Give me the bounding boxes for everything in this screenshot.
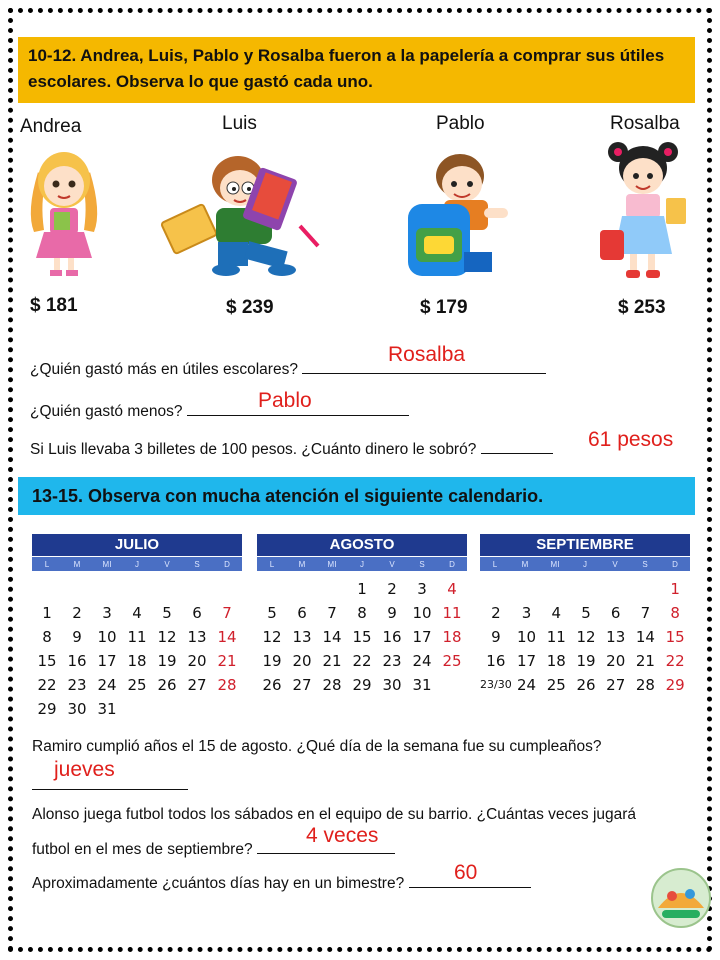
calendar-day: 20: [187, 652, 207, 670]
calendar-day: 12: [576, 628, 596, 646]
answer-change: 61 pesos: [588, 428, 674, 451]
kid-price-pablo: $ 179: [420, 297, 468, 318]
calendar-day: 1: [357, 580, 367, 598]
calendar-day: 21: [217, 652, 237, 670]
calendar-day: 15: [665, 628, 685, 646]
calendar-day: 3: [417, 580, 427, 598]
kid-price-luis: $ 239: [226, 297, 274, 318]
calendar-day: 19: [157, 652, 177, 670]
calendar-day: 5: [162, 604, 172, 622]
calendar-day: 22: [37, 676, 57, 694]
answer-most-spent: Rosalba: [388, 343, 466, 366]
calendar-julio: [32, 534, 242, 721]
calendar-month-title: JULIO: [32, 534, 242, 556]
calendar-day: 12: [157, 628, 177, 646]
weekday-label: D: [672, 560, 678, 569]
calendar-day: 3: [521, 604, 532, 622]
luis-illustration: [160, 142, 330, 282]
calendar-day: 14: [635, 628, 655, 646]
weekday-label: L: [492, 560, 498, 569]
calendar-day: 23/30: [480, 678, 512, 691]
calendar-day: 30: [67, 700, 87, 718]
section-1-title: 10-12. Andrea, Luis, Pablo y Rosalba fueron a la papelería a comprar sus útiles escolares. Observa lo que gastó cada uno.: [18, 37, 695, 103]
calendar-day: 26: [576, 676, 596, 694]
calendar-day: 15: [352, 628, 372, 646]
calendar-day: 20: [606, 652, 626, 670]
calendar-day: 7: [222, 604, 232, 622]
calendar-day: 1: [670, 580, 680, 598]
kid-name-pablo: Pablo: [436, 113, 485, 134]
calendar-day-grid: [32, 577, 242, 721]
question-change-text: Si Luis llevaba 3 billetes de 100 pesos. ¿Cuánto dinero le sobró?: [30, 441, 477, 458]
weekday-label: J: [135, 560, 139, 569]
kid-name-rosalba: Rosalba: [610, 113, 680, 134]
calendar-day: 18: [546, 652, 566, 670]
calendar-day: 11: [546, 628, 566, 646]
calendar-day: 19: [576, 652, 596, 670]
calendar-agosto: [257, 534, 467, 697]
question-bimester-text: Aproximadamente ¿cuántos días hay en un bimestre?: [32, 875, 405, 892]
rosalba-illustration: [596, 138, 696, 284]
calendar-weekday-row: [257, 556, 467, 571]
calendar-day: 18: [127, 652, 147, 670]
calendar-day: 27: [606, 676, 626, 694]
calendar-septiembre: [480, 534, 690, 697]
calendar-day: [122, 577, 152, 601]
calendar-day: 29: [352, 676, 372, 694]
calendar-day: 17: [97, 652, 117, 670]
calendar-day: 22: [665, 652, 685, 670]
calendar-day: [182, 577, 212, 601]
calendar-day: [92, 577, 122, 601]
question-birthday: Ramiro cumplió años el 15 de agosto. ¿Qué día de la semana fue su cumpleaños?: [32, 738, 602, 755]
calendar-day: [571, 577, 601, 601]
calendar-day: 13: [292, 628, 312, 646]
calendar-day: 28: [322, 676, 342, 694]
calendar-day: 17: [517, 652, 537, 670]
calendar-month-title: SEPTIEMBRE: [480, 534, 690, 556]
kid-price-andrea: $ 181: [30, 295, 78, 316]
logo-badge-icon: [648, 868, 714, 928]
weekday-label: V: [389, 560, 395, 569]
calendar-day: 9: [72, 628, 82, 646]
calendar-day: 17: [412, 628, 432, 646]
calendar-day: 6: [297, 604, 307, 622]
frame-bottom: [8, 947, 712, 952]
calendar-day: 2: [387, 580, 397, 598]
calendar-day: 21: [635, 652, 655, 670]
calendar-day: 24: [412, 652, 432, 670]
calendar-day: [480, 577, 512, 601]
calendar-day: 8: [670, 604, 680, 622]
calendar-day: 16: [486, 652, 506, 670]
calendar-day: 28: [217, 676, 237, 694]
calendar-day: 13: [606, 628, 626, 646]
calendar-day: 8: [42, 628, 52, 646]
calendar-day: 8: [357, 604, 367, 622]
calendar-day: 4: [132, 604, 142, 622]
question-least-spent-text: ¿Quién gastó menos?: [30, 403, 183, 420]
question-most-spent: [30, 360, 546, 379]
calendar-day: 29: [37, 700, 57, 718]
calendar-day: [631, 577, 661, 601]
weekday-label: S: [419, 560, 425, 569]
calendar-day: 9: [491, 628, 501, 646]
calendar-day: 28: [635, 676, 655, 694]
answer-soccer: 4 veces: [306, 824, 379, 847]
calendar-day: 3: [102, 604, 112, 622]
calendar-day: 31: [412, 676, 432, 694]
calendar-day: 31: [97, 700, 117, 718]
weekday-label: S: [194, 560, 200, 569]
calendar-day: 30: [382, 676, 402, 694]
calendar-weekday-row: [32, 556, 242, 571]
kid-name-luis: Luis: [222, 113, 257, 134]
calendar-day: 1: [42, 604, 52, 622]
calendar-day: 9: [387, 604, 397, 622]
calendar-day: 14: [217, 628, 237, 646]
calendar-day: [152, 577, 182, 601]
calendar-day: [541, 577, 571, 601]
calendar-day: 10: [517, 628, 537, 646]
calendar-day: [287, 577, 317, 601]
calendar-day: [212, 577, 242, 601]
calendar-day: [257, 577, 287, 601]
weekday-label: M: [298, 560, 306, 569]
calendar-day: 14: [322, 628, 342, 646]
weekday-label: S: [642, 560, 648, 569]
calendar-day: 5: [581, 604, 591, 622]
calendar-day: 26: [157, 676, 177, 694]
weekday-label: J: [360, 560, 364, 569]
calendar-day: 25: [127, 676, 147, 694]
frame-top: [8, 8, 712, 13]
kid-name-andrea: Andrea: [20, 116, 82, 137]
calendar-day: 7: [640, 604, 651, 622]
frame-right: [707, 8, 712, 952]
andrea-illustration: [24, 142, 104, 280]
answer-bimester: 60: [454, 861, 478, 884]
question-soccer: Alonso juega futbol todos los sábados en el equipo de su barrio. ¿Cuántas veces jugará: [32, 806, 637, 823]
calendar-day: 25: [546, 676, 566, 694]
calendar-day: 2: [72, 604, 82, 622]
calendar-day: [32, 577, 62, 601]
calendar-day: 11: [442, 604, 462, 622]
calendar-day: 13: [187, 628, 207, 646]
frame-left: [8, 8, 13, 952]
calendar-day: 23: [67, 676, 87, 694]
weekday-label: MI: [327, 560, 337, 569]
calendar-day: 26: [262, 676, 282, 694]
question-change: [30, 440, 553, 459]
question-least-spent: [30, 402, 409, 421]
calendar-day: 5: [267, 604, 277, 622]
calendar-day: [601, 577, 631, 601]
weekday-label: M: [73, 560, 81, 569]
calendar-day: [317, 577, 347, 601]
weekday-label: D: [449, 560, 455, 569]
calendar-day-grid: [257, 577, 467, 697]
calendar-day-grid: [480, 577, 690, 697]
weekday-label: V: [612, 560, 618, 569]
calendar-day: 4: [551, 604, 562, 622]
section-2-title: 13-15. Observa con mucha atención el siguiente calendario.: [18, 477, 695, 515]
weekday-label: J: [583, 560, 587, 569]
weekday-label: V: [164, 560, 170, 569]
calendar-day: 15: [37, 652, 57, 670]
calendar-day: 10: [97, 628, 117, 646]
calendar-day: 22: [352, 652, 372, 670]
calendar-day: 24: [517, 676, 537, 694]
weekday-label: MI: [102, 560, 112, 569]
calendar-day: 23: [382, 652, 402, 670]
calendar-day: 16: [382, 628, 402, 646]
calendar-day: 29: [665, 676, 685, 694]
calendar-day: [512, 577, 542, 601]
question-soccer-text2: futbol en el mes de septiembre?: [32, 841, 253, 858]
calendar-day: 24: [97, 676, 117, 694]
calendar-weekday-row: [480, 556, 690, 571]
calendar-day: 19: [262, 652, 282, 670]
calendar-day: 21: [322, 652, 342, 670]
weekday-label: D: [224, 560, 230, 569]
calendar-day: 27: [292, 676, 312, 694]
answer-line: [481, 440, 553, 454]
calendar-day: 10: [412, 604, 432, 622]
calendar-day: 11: [127, 628, 147, 646]
weekday-label: L: [44, 560, 50, 569]
answer-birthday: jueves: [54, 758, 115, 781]
calendar-day: 16: [67, 652, 87, 670]
calendar-day: 27: [187, 676, 207, 694]
kid-price-rosalba: $ 253: [618, 297, 666, 318]
weekday-label: L: [269, 560, 275, 569]
calendar-day: [62, 577, 92, 601]
question-most-spent-text: ¿Quién gastó más en útiles escolares?: [30, 361, 298, 378]
weekday-label: MI: [550, 560, 560, 569]
weekday-label: M: [521, 560, 529, 569]
pablo-illustration: [398, 142, 518, 282]
calendar-day: 25: [442, 652, 462, 670]
answer-least-spent: Pablo: [258, 389, 312, 412]
calendar-day: 18: [442, 628, 462, 646]
calendar-day: 20: [292, 652, 312, 670]
calendar-day: 2: [491, 604, 501, 622]
calendar-day: 6: [610, 604, 621, 622]
calendar-day: 4: [447, 580, 457, 598]
calendar-month-title: AGOSTO: [257, 534, 467, 556]
calendar-day: 12: [262, 628, 282, 646]
calendar-day: 6: [192, 604, 202, 622]
calendar-day: 7: [327, 604, 337, 622]
